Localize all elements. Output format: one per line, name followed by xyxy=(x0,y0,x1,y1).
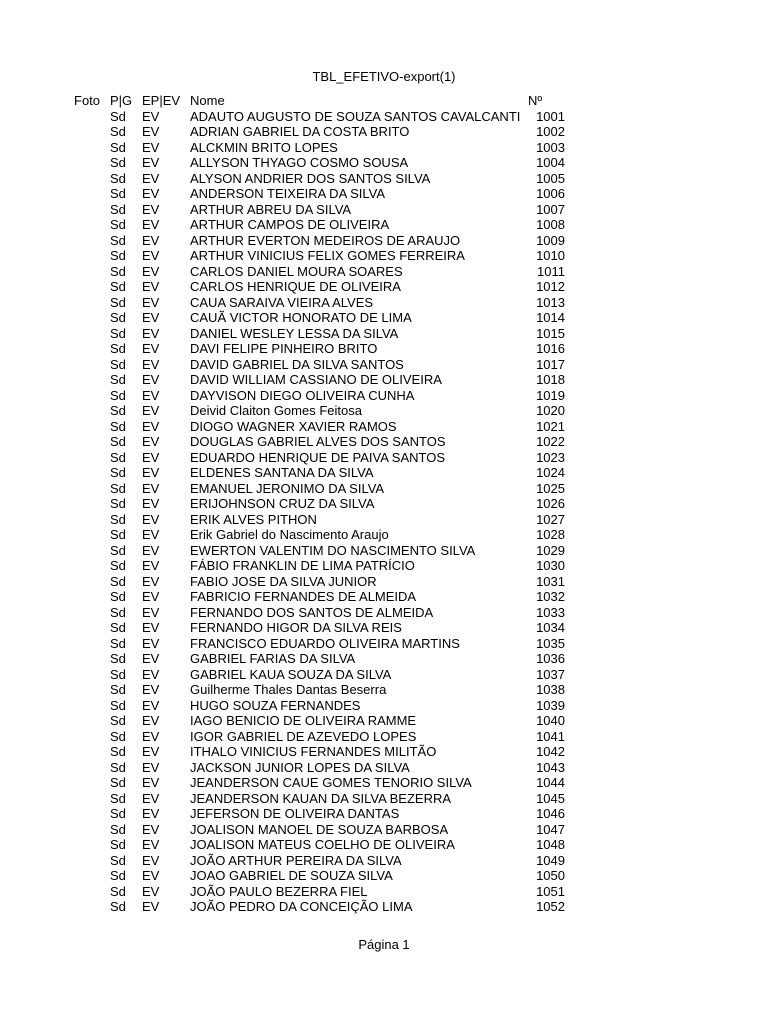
column-header-foto: Foto xyxy=(74,93,101,108)
cell-pg: Sd xyxy=(110,201,126,217)
cell-nome: ALLYSON THYAGO COSMO SOUSA xyxy=(190,155,409,170)
cell-nome: EMANUEL JERONIMO DA SILVA xyxy=(190,480,385,496)
cell-numero: 1036 xyxy=(536,651,565,666)
cell-epev: EV xyxy=(142,217,160,232)
cell-pg: Sd xyxy=(110,372,126,387)
cell-pg: Sd xyxy=(110,790,126,806)
cell-pg: Sd xyxy=(110,465,126,480)
table-body xyxy=(0,109,768,915)
cell-numero: 1002 xyxy=(536,124,565,139)
cell-pg: Sd xyxy=(110,263,126,279)
cell-epev: EV xyxy=(142,713,160,728)
table-row xyxy=(0,853,768,869)
table-row xyxy=(0,667,768,683)
cell-numero: 1043 xyxy=(536,759,565,775)
cell-numero: 1028 xyxy=(536,527,565,542)
table-row xyxy=(0,124,768,140)
cell-numero: 1045 xyxy=(536,790,565,806)
cell-nome: ARTHUR VINICIUS FELIX GOMES FERREIRA xyxy=(190,248,465,263)
cell-pg: Sd xyxy=(110,108,126,124)
table-row xyxy=(0,388,768,404)
cell-nome: IAGO BENICIO DE OLIVEIRA RAMME xyxy=(190,713,417,728)
cell-nome: FERNANDO DOS SANTOS DE ALMEIDA xyxy=(190,604,434,620)
cell-nome: FERNANDO HIGOR DA SILVA REIS xyxy=(190,620,402,635)
cell-numero: 1004 xyxy=(536,155,565,170)
cell-numero: 1018 xyxy=(536,372,565,387)
cell-pg: Sd xyxy=(110,341,126,356)
table-row xyxy=(0,279,768,295)
cell-numero: 1031 xyxy=(536,573,565,589)
cell-epev: EV xyxy=(142,356,160,372)
page-number: Página 1 xyxy=(358,937,410,952)
cell-epev: EV xyxy=(142,620,160,635)
cell-nome: CAUÃ VICTOR HONORATO DE LIMA xyxy=(190,310,412,325)
cell-pg: Sd xyxy=(110,511,126,527)
cell-epev: EV xyxy=(142,558,160,573)
cell-epev: EV xyxy=(142,325,160,341)
cell-numero: 1013 xyxy=(536,294,565,310)
table-row xyxy=(0,140,768,156)
cell-pg: Sd xyxy=(110,883,126,899)
cell-nome: FÁBIO FRANKLIN DE LIMA PATRÍCIO xyxy=(190,558,415,573)
cell-epev: EV xyxy=(142,418,160,434)
cell-numero: 1027 xyxy=(536,511,565,527)
cell-pg: Sd xyxy=(110,682,126,697)
cell-nome: DAVID GABRIEL DA SILVA SANTOS xyxy=(190,356,404,372)
table-row xyxy=(0,713,768,729)
cell-epev: EV xyxy=(142,496,160,511)
cell-pg: Sd xyxy=(110,387,126,403)
table-row xyxy=(0,434,768,450)
cell-pg: Sd xyxy=(110,186,126,201)
cell-epev: EV xyxy=(142,263,160,279)
cell-nome: CAUA SARAIVA VIEIRA ALVES xyxy=(190,294,374,310)
cell-nome: EWERTON VALENTIM DO NASCIMENTO SILVA xyxy=(190,542,476,558)
cell-nome: CARLOS HENRIQUE DE OLIVEIRA xyxy=(190,279,401,294)
cell-numero: 1046 xyxy=(536,806,565,821)
cell-epev: EV xyxy=(142,449,160,465)
table-row xyxy=(0,202,768,218)
table-row xyxy=(0,589,768,605)
table-row xyxy=(0,326,768,342)
column-header-nome: Nome xyxy=(190,93,225,108)
table-row xyxy=(0,636,768,652)
cell-epev: EV xyxy=(142,883,160,899)
cell-nome: ARTHUR CAMPOS DE OLIVEIRA xyxy=(190,217,390,232)
cell-pg: Sd xyxy=(110,527,126,542)
cell-pg: Sd xyxy=(110,310,126,325)
table-row xyxy=(0,899,768,915)
cell-pg: Sd xyxy=(110,713,126,728)
cell-epev: EV xyxy=(142,201,160,217)
cell-nome: ERIJOHNSON CRUZ DA SILVA xyxy=(190,496,375,511)
cell-nome: ALYSON ANDRIER DOS SANTOS SILVA xyxy=(190,170,431,186)
cell-epev: EV xyxy=(142,294,160,310)
cell-nome: ERIK ALVES PITHON xyxy=(190,511,317,527)
cell-pg: Sd xyxy=(110,496,126,511)
cell-pg: Sd xyxy=(110,434,126,449)
cell-epev: EV xyxy=(142,806,160,821)
cell-epev: EV xyxy=(142,682,160,697)
cell-epev: EV xyxy=(142,573,160,589)
cell-numero: 1050 xyxy=(536,868,565,883)
cell-nome: DAVI FELIPE PINHEIRO BRITO xyxy=(190,341,378,356)
cell-epev: EV xyxy=(142,232,160,248)
table-row xyxy=(0,419,768,435)
cell-pg: Sd xyxy=(110,744,126,759)
cell-epev: EV xyxy=(142,108,160,124)
cell-nome: HUGO SOUZA FERNANDES xyxy=(190,697,361,713)
table-row xyxy=(0,171,768,187)
table-row xyxy=(0,651,768,667)
cell-epev: EV xyxy=(142,186,160,201)
cell-nome: DOUGLAS GABRIEL ALVES DOS SANTOS xyxy=(190,434,446,449)
cell-pg: Sd xyxy=(110,604,126,620)
cell-pg: Sd xyxy=(110,480,126,496)
table-row xyxy=(0,450,768,466)
roster-table xyxy=(0,93,768,915)
cell-numero: 1026 xyxy=(536,496,565,511)
cell-nome: FABIO JOSE DA SILVA JUNIOR xyxy=(190,573,377,589)
table-row xyxy=(0,465,768,481)
table-row xyxy=(0,868,768,884)
cell-pg: Sd xyxy=(110,697,126,713)
cell-numero: 1001 xyxy=(536,108,565,124)
cell-epev: EV xyxy=(142,837,160,852)
table-row xyxy=(0,791,768,807)
cell-numero: 1035 xyxy=(536,635,565,651)
table-row xyxy=(0,372,768,388)
table-row xyxy=(0,248,768,264)
table-row xyxy=(0,744,768,760)
cell-nome: JOALISON MANOEL DE SOUZA BARBOSA xyxy=(190,821,449,837)
cell-nome: ITHALO VINICIUS FERNANDES MILITÃO xyxy=(190,744,437,759)
cell-pg: Sd xyxy=(110,775,126,790)
cell-nome: JEANDERSON CAUE GOMES TENORIO SILVA xyxy=(190,775,472,790)
table-row xyxy=(0,822,768,838)
table-row xyxy=(0,109,768,125)
cell-epev: EV xyxy=(142,635,160,651)
cell-pg: Sd xyxy=(110,635,126,651)
cell-pg: Sd xyxy=(110,589,126,604)
cell-epev: EV xyxy=(142,899,160,914)
cell-numero: 1010 xyxy=(536,248,565,263)
table-row xyxy=(0,341,768,357)
cell-numero: 1025 xyxy=(536,480,565,496)
cell-nome: JOÃO PEDRO DA CONCEIÇÃO LIMA xyxy=(190,899,413,914)
table-row xyxy=(0,729,768,745)
cell-numero: 1014 xyxy=(536,310,565,325)
cell-numero: 1030 xyxy=(536,558,565,573)
cell-numero: 1032 xyxy=(536,589,565,604)
cell-nome: ADRIAN GABRIEL DA COSTA BRITO xyxy=(190,124,410,139)
cell-numero: 1051 xyxy=(536,883,565,899)
cell-nome: FABRICIO FERNANDES DE ALMEIDA xyxy=(190,589,417,604)
cell-pg: Sd xyxy=(110,418,126,434)
cell-numero: 1039 xyxy=(536,697,565,713)
cell-nome: JOAO GABRIEL DE SOUZA SILVA xyxy=(190,868,393,883)
cell-epev: EV xyxy=(142,542,160,558)
cell-numero: 1042 xyxy=(536,744,565,759)
table-row xyxy=(0,512,768,528)
cell-nome: JOÃO PAULO BEZERRA FIEL xyxy=(190,883,368,899)
cell-pg: Sd xyxy=(110,806,126,821)
cell-epev: EV xyxy=(142,279,160,294)
table-row xyxy=(0,264,768,280)
cell-numero: 1024 xyxy=(536,465,565,480)
cell-pg: Sd xyxy=(110,248,126,263)
table-row xyxy=(0,543,768,559)
cell-pg: Sd xyxy=(110,217,126,232)
cell-epev: EV xyxy=(142,666,160,682)
cell-epev: EV xyxy=(142,155,160,170)
cell-epev: EV xyxy=(142,697,160,713)
cell-pg: Sd xyxy=(110,558,126,573)
cell-nome: ELDENES SANTANA DA SILVA xyxy=(190,465,374,480)
table-row xyxy=(0,574,768,590)
cell-epev: EV xyxy=(142,759,160,775)
table-row xyxy=(0,217,768,233)
cell-nome: Erik Gabriel do Nascimento Araujo xyxy=(190,527,389,542)
cell-pg: Sd xyxy=(110,868,126,883)
table-row xyxy=(0,558,768,574)
cell-numero: 1011 xyxy=(537,263,565,279)
cell-numero: 1048 xyxy=(536,837,565,852)
cell-pg: Sd xyxy=(110,449,126,465)
table-row xyxy=(0,186,768,202)
cell-nome: FRANCISCO EDUARDO OLIVEIRA MARTINS xyxy=(190,635,460,651)
cell-pg: Sd xyxy=(110,542,126,558)
cell-numero: 1003 xyxy=(536,139,565,155)
cell-nome: ANDERSON TEIXEIRA DA SILVA xyxy=(190,186,386,201)
cell-numero: 1023 xyxy=(536,449,565,465)
table-row xyxy=(0,837,768,853)
cell-nome: Deivid Claiton Gomes Feitosa xyxy=(190,403,362,418)
cell-epev: EV xyxy=(142,790,160,806)
cell-pg: Sd xyxy=(110,403,126,418)
cell-numero: 1008 xyxy=(536,217,565,232)
cell-pg: Sd xyxy=(110,852,126,868)
cell-numero: 1044 xyxy=(536,775,565,790)
cell-epev: EV xyxy=(142,310,160,325)
cell-pg: Sd xyxy=(110,356,126,372)
cell-epev: EV xyxy=(142,465,160,480)
cell-nome: GABRIEL FARIAS DA SILVA xyxy=(190,651,356,666)
cell-epev: EV xyxy=(142,341,160,356)
cell-epev: EV xyxy=(142,480,160,496)
cell-pg: Sd xyxy=(110,728,126,744)
cell-pg: Sd xyxy=(110,170,126,186)
cell-pg: Sd xyxy=(110,124,126,139)
table-row xyxy=(0,310,768,326)
table-row xyxy=(0,357,768,373)
report-title: TBL_EFETIVO-export(1) xyxy=(312,69,456,84)
table-row xyxy=(0,403,768,419)
column-header-epev: EP|EV xyxy=(142,93,181,108)
cell-numero: 1029 xyxy=(536,542,565,558)
cell-epev: EV xyxy=(142,372,160,387)
cell-epev: EV xyxy=(142,170,160,186)
cell-pg: Sd xyxy=(110,899,126,914)
cell-nome: ALCKMIN BRITO LOPES xyxy=(190,139,338,155)
cell-numero: 1037 xyxy=(536,666,565,682)
cell-epev: EV xyxy=(142,124,160,139)
cell-pg: Sd xyxy=(110,821,126,837)
cell-nome: IGOR GABRIEL DE AZEVEDO LOPES xyxy=(190,728,417,744)
cell-pg: Sd xyxy=(110,620,126,635)
cell-epev: EV xyxy=(142,852,160,868)
cell-numero: 1049 xyxy=(536,852,565,868)
cell-nome: DAVID WILLIAM CASSIANO DE OLIVEIRA xyxy=(190,372,442,387)
cell-numero: 1033 xyxy=(536,604,565,620)
cell-numero: 1021 xyxy=(536,418,565,434)
cell-pg: Sd xyxy=(110,573,126,589)
table-row xyxy=(0,760,768,776)
cell-numero: 1019 xyxy=(536,387,565,403)
cell-numero: 1005 xyxy=(536,170,565,186)
cell-numero: 1007 xyxy=(536,201,565,217)
table-row xyxy=(0,806,768,822)
cell-epev: EV xyxy=(142,248,160,263)
cell-nome: EDUARDO HENRIQUE DE PAIVA SANTOS xyxy=(190,449,445,465)
cell-nome: ADAUTO AUGUSTO DE SOUZA SANTOS CAVALCANTI xyxy=(190,108,521,124)
cell-pg: Sd xyxy=(110,325,126,341)
cell-numero: 1017 xyxy=(536,356,565,372)
cell-nome: GABRIEL KAUA SOUZA DA SILVA xyxy=(190,666,392,682)
cell-nome: Guilherme Thales Dantas Beserra xyxy=(190,682,387,697)
cell-epev: EV xyxy=(142,511,160,527)
cell-pg: Sd xyxy=(110,666,126,682)
cell-nome: CARLOS DANIEL MOURA SOARES xyxy=(190,263,403,279)
cell-pg: Sd xyxy=(110,837,126,852)
cell-nome: DIOGO WAGNER XAVIER RAMOS xyxy=(190,418,397,434)
cell-pg: Sd xyxy=(110,139,126,155)
cell-nome: DAYVISON DIEGO OLIVEIRA CUNHA xyxy=(190,387,415,403)
cell-numero: 1006 xyxy=(536,186,565,201)
cell-pg: Sd xyxy=(110,759,126,775)
column-header-pg: P|G xyxy=(110,93,133,108)
table-row xyxy=(0,775,768,791)
cell-nome: JOÃO ARTHUR PEREIRA DA SILVA xyxy=(190,852,402,868)
table-row xyxy=(0,605,768,621)
cell-nome: DANIEL WESLEY LESSA DA SILVA xyxy=(190,325,399,341)
cell-numero: 1022 xyxy=(536,434,565,449)
cell-numero: 1038 xyxy=(536,682,565,697)
table-row xyxy=(0,527,768,543)
cell-epev: EV xyxy=(142,403,160,418)
cell-epev: EV xyxy=(142,604,160,620)
table-row xyxy=(0,698,768,714)
cell-epev: EV xyxy=(142,434,160,449)
cell-pg: Sd xyxy=(110,294,126,310)
cell-epev: EV xyxy=(142,868,160,883)
table-row xyxy=(0,620,768,636)
cell-numero: 1020 xyxy=(536,403,565,418)
cell-numero: 1034 xyxy=(536,620,565,635)
cell-nome: JOALISON MATEUS COELHO DE OLIVEIRA xyxy=(190,837,455,852)
cell-numero: 1040 xyxy=(536,713,565,728)
cell-epev: EV xyxy=(142,728,160,744)
cell-epev: EV xyxy=(142,589,160,604)
cell-pg: Sd xyxy=(110,232,126,248)
cell-nome: JACKSON JUNIOR LOPES DA SILVA xyxy=(190,759,410,775)
cell-numero: 1016 xyxy=(536,341,565,356)
cell-numero: 1009 xyxy=(536,232,565,248)
cell-nome: ARTHUR EVERTON MEDEIROS DE ARAUJO xyxy=(190,232,461,248)
table-row xyxy=(0,496,768,512)
cell-epev: EV xyxy=(142,775,160,790)
cell-epev: EV xyxy=(142,527,160,542)
cell-numero: 1015 xyxy=(536,325,565,341)
cell-nome: ARTHUR ABREU DA SILVA xyxy=(190,201,352,217)
cell-epev: EV xyxy=(142,387,160,403)
table-row xyxy=(0,481,768,497)
cell-pg: Sd xyxy=(110,155,126,170)
table-row xyxy=(0,682,768,698)
cell-epev: EV xyxy=(142,651,160,666)
column-header-numero: Nº xyxy=(528,93,543,108)
cell-epev: EV xyxy=(142,821,160,837)
cell-nome: JEANDERSON KAUAN DA SILVA BEZERRA xyxy=(190,790,452,806)
cell-numero: 1047 xyxy=(536,821,565,837)
table-row xyxy=(0,884,768,900)
cell-nome: JEFERSON DE OLIVEIRA DANTAS xyxy=(190,806,400,821)
cell-numero: 1012 xyxy=(536,279,565,294)
cell-epev: EV xyxy=(142,744,160,759)
cell-numero: 1041 xyxy=(536,728,565,744)
cell-numero: 1052 xyxy=(536,899,565,914)
cell-pg: Sd xyxy=(110,651,126,666)
table-row xyxy=(0,155,768,171)
table-row xyxy=(0,295,768,311)
table-header-row xyxy=(0,93,768,109)
cell-pg: Sd xyxy=(110,279,126,294)
cell-epev: EV xyxy=(142,139,160,155)
table-row xyxy=(0,233,768,249)
